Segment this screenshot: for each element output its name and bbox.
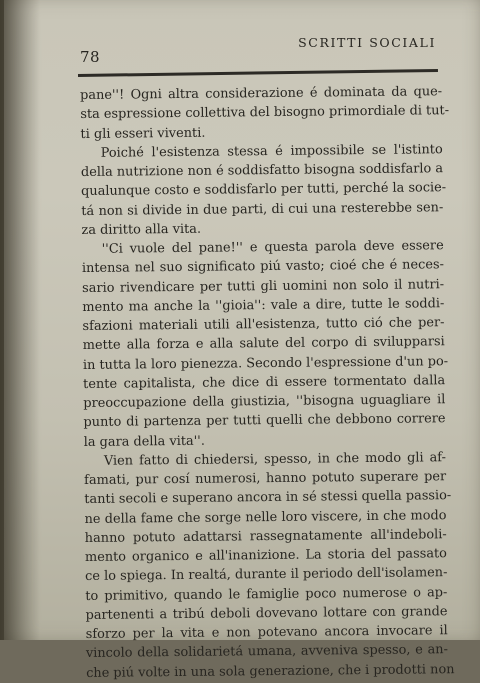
text-line: la gara della vita''. [83, 433, 205, 450]
text-line: ne della fame che sorge nelle loro viscere, in che modo [84, 507, 447, 527]
text-line: in tutta la loro pienezza. Secondo l'espressione d'un po- [82, 353, 449, 373]
running-title: SCRITTI SOCIALI [298, 35, 436, 50]
page-number: 78 [80, 48, 101, 66]
text-line: vincolo della solidarietá umana, avveniva spesso, e an- [85, 642, 449, 662]
text-line: hanno potuto adattarsi rassegnatamente all'indeboli- [84, 526, 447, 546]
text-line: della nutrizione non é soddisfatto bisogna soddisfarlo a [80, 161, 444, 180]
text-line: intensa nel suo significato piú vasto; cioé che é neces- [81, 257, 444, 277]
text-line: Vien fatto di chiedersi, spesso, in che modo gli af- [103, 449, 446, 469]
text-line: ti gli esseri viventi. [80, 125, 206, 142]
text-line: Poiché l'esistenza stessa é impossibile se l'istinto [100, 141, 443, 161]
body-text [80, 82, 455, 683]
running-head [74, 22, 462, 66]
text-line: famati, pur cosí numerosi, hanno potuto superare per [84, 469, 447, 488]
text-line: partenenti a tribú deboli dovevano lottare con grande [85, 603, 448, 623]
text-line: sforzo per la vita e non potevano ancora invocare il [85, 623, 448, 642]
text-line: sfazioni materiali utili all'esistenza, tutto ció che per- [82, 315, 445, 334]
text-line: preoccupazione della giustizia, ''bisogna uguagliare il [83, 392, 446, 411]
text-line: sta espressione collettiva del bisogno primordiale di tut- [80, 103, 450, 123]
text-line: tente capitalista, che dice di essere tormentato dalla [83, 372, 446, 392]
text-line: to primitivo, quando le famiglie poco numerose o ap- [85, 584, 448, 604]
book-page [4, 0, 480, 681]
text-line: za diritto alla vita. [81, 221, 202, 238]
text-line: qualunque costo e soddisfarlo per tutti, perché la socie- [81, 180, 447, 200]
header-rule [78, 69, 438, 77]
page-content [74, 22, 462, 681]
text-line: mette alla forza e alla salute del corpo di svilupparsi [82, 334, 445, 354]
text-line: punto di partenza per tutti quelli che debbono correre [83, 411, 446, 431]
text-line: sario rivendicare per tutti gli uomini non solo il nutri- [82, 276, 445, 296]
text-line: tanti secoli e superano ancora in sé stessi quella passio- [84, 488, 452, 508]
text-line: tá non si divide in due parti, di cui una resterebbe sen- [81, 199, 444, 219]
text-line: mento organico e all'inanizione. La storia del passato [84, 546, 447, 565]
text-line: ce lo spiega. In realtá, durante il periodo dell'isolamen- [85, 565, 448, 585]
text-line: ''Ci vuole del pane!'' e questa parola deve essere [101, 238, 444, 257]
text-line: che piú volte in una sola generazione, che i prodotti non [86, 661, 455, 681]
text-line: mento ma anche la ''gioia'': vale a dire, tutte le soddi- [82, 295, 445, 315]
text-line: pane''! Ogni altra considerazione é dominata da que- [80, 84, 443, 103]
